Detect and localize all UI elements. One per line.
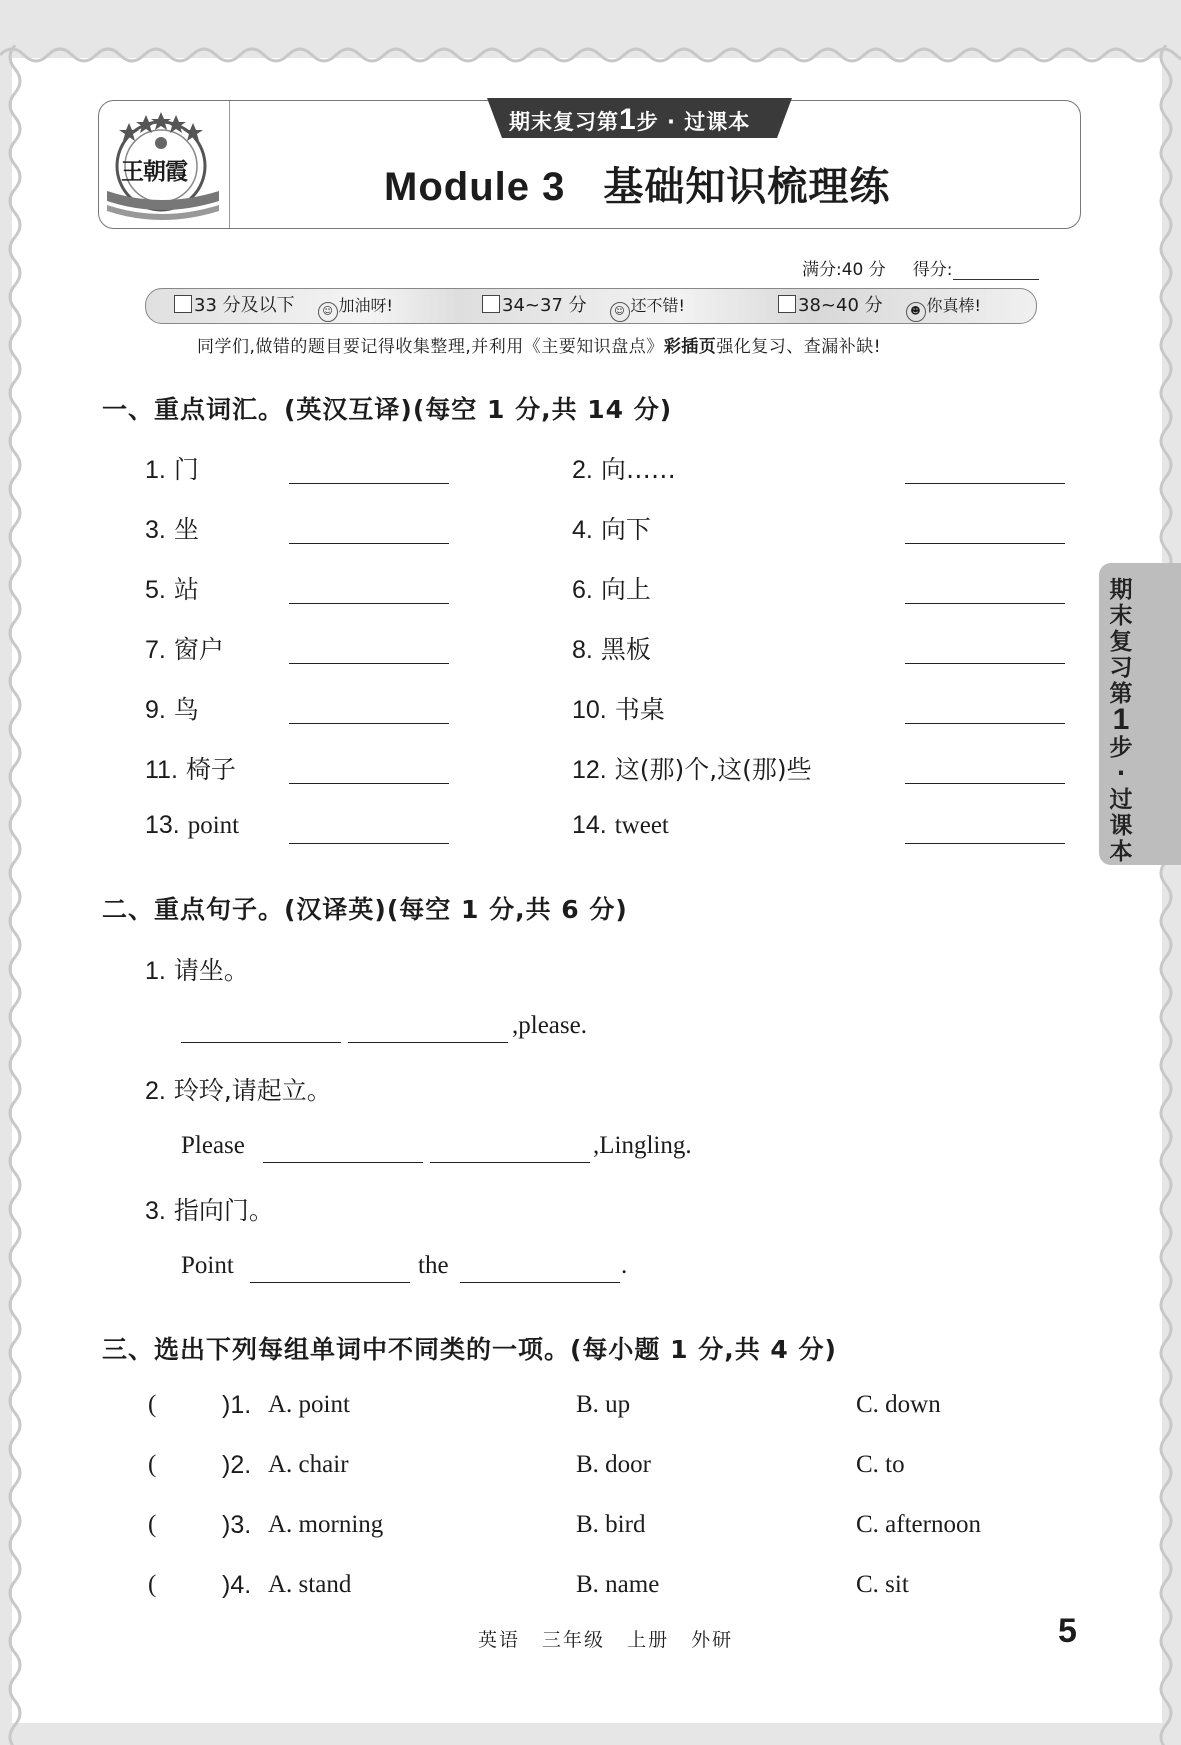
item-prompt: 椅子	[185, 755, 236, 784]
item-prompt: 黑板	[600, 635, 651, 664]
answer-blank[interactable]	[263, 1162, 423, 1163]
answer-blank[interactable]	[289, 663, 449, 664]
vocab-item	[572, 510, 651, 546]
vocab-item	[145, 570, 199, 606]
item-number: 12.	[572, 756, 607, 784]
item-number: 5.	[145, 576, 166, 604]
sentence-3-tail: .	[621, 1252, 628, 1279]
item-prompt: 向……	[600, 455, 676, 484]
vocab-item	[145, 450, 199, 486]
item-number: 11.	[145, 756, 178, 784]
item-prompt: 这(那)个,这(那)些	[614, 755, 812, 784]
answer-bracket[interactable]: (	[148, 1511, 157, 1538]
happy-face-icon: ☻	[906, 302, 926, 322]
item-prompt: 书桌	[614, 695, 665, 724]
answer-blank[interactable]	[905, 843, 1065, 844]
got-score-label: 得分:	[912, 260, 953, 280]
item-number: 13.	[145, 811, 180, 839]
item-number: 2.	[572, 456, 593, 484]
answer-blank[interactable]	[905, 483, 1065, 484]
vocab-item	[572, 750, 812, 786]
level-1: 33 分及以下 ☺ 加油呀!	[174, 293, 393, 322]
vocab-item	[145, 750, 236, 786]
answer-bracket[interactable]: (	[148, 1391, 157, 1418]
item-number: 10.	[572, 696, 607, 724]
item-prompt: tweet	[614, 812, 669, 839]
option-b: B. bird	[576, 1511, 646, 1538]
wavy-border-left	[0, 45, 30, 1745]
question-number: )4.	[222, 1571, 252, 1599]
answer-blank[interactable]	[250, 1282, 410, 1283]
item-prompt: 向上	[600, 575, 651, 604]
page-title: Module 3 基础知识梳理练	[384, 164, 891, 210]
sentence-3-prompt: 3. 指向门。	[145, 1196, 274, 1225]
answer-blank[interactable]	[905, 723, 1065, 724]
item-prompt: 向下	[600, 515, 651, 544]
logo-text: 王朝霞	[121, 158, 187, 185]
footer-text: 英语 三年级 上册 外研	[478, 1629, 734, 1651]
item-prompt: 坐	[173, 515, 199, 544]
wavy-border-top	[0, 35, 1181, 75]
page-number: 5	[1058, 1612, 1077, 1650]
sentence-1-prompt: 1. 请坐。	[145, 956, 249, 985]
answer-blank[interactable]	[181, 1042, 341, 1043]
checkbox-icon[interactable]	[482, 295, 500, 313]
answer-blank[interactable]	[905, 543, 1065, 544]
vocab-item	[145, 810, 239, 840]
cheer-face-icon: ☺	[318, 302, 338, 322]
answer-bracket[interactable]: (	[148, 1451, 157, 1478]
full-score-label: 满分:40 分	[802, 260, 886, 280]
item-number: 7.	[145, 636, 166, 664]
answer-blank[interactable]	[905, 663, 1065, 664]
item-prompt: 门	[173, 455, 199, 484]
item-number: 9.	[145, 696, 166, 724]
side-tab-text: 期末复习第1步·过课本	[1109, 577, 1133, 865]
item-prompt: 窗户	[173, 635, 224, 664]
vocab-item	[572, 570, 651, 606]
item-prompt: 鸟	[173, 695, 199, 724]
item-number: 14.	[572, 811, 607, 839]
section-1-title: 一、重点词汇。(英汉互译)(每空 1 分,共 14 分)	[102, 395, 673, 424]
answer-blank[interactable]	[289, 543, 449, 544]
option-b: B. door	[576, 1451, 651, 1478]
sentence-2-tail: ,Lingling.	[593, 1132, 692, 1159]
answer-blank[interactable]	[289, 603, 449, 604]
option-a: A. stand	[268, 1571, 352, 1598]
option-c: C. down	[856, 1391, 941, 1418]
question-number: )3.	[222, 1511, 252, 1539]
item-number: 8.	[572, 636, 593, 664]
vocab-item	[145, 690, 199, 726]
study-tip: 同学们,做错的题目要记得收集整理,并利用《主要知识盘点》彩插页强化复习、查漏补缺!	[197, 337, 882, 357]
sentence-3-mid: the	[418, 1252, 449, 1279]
answer-blank[interactable]	[905, 603, 1065, 604]
answer-blank[interactable]	[460, 1282, 620, 1283]
level-2: 34~37 分 ☺ 还不错!	[482, 293, 685, 322]
item-number: 4.	[572, 516, 593, 544]
option-a: A. point	[268, 1391, 350, 1418]
wavy-border-right	[1151, 45, 1181, 1745]
option-a: A. chair	[268, 1451, 349, 1478]
answer-blank[interactable]	[430, 1162, 590, 1163]
score-line	[802, 255, 1039, 280]
answer-blank[interactable]	[905, 783, 1065, 784]
question-number: )1.	[222, 1391, 252, 1419]
answer-bracket[interactable]: (	[148, 1571, 157, 1598]
checkbox-icon[interactable]	[174, 295, 192, 313]
option-c: C. sit	[856, 1571, 909, 1598]
sentence-2-head: Please	[181, 1132, 245, 1159]
vocab-item	[145, 510, 199, 546]
vocab-item	[572, 810, 669, 840]
level-3: 38~40 分 ☻ 你真棒!	[778, 293, 981, 322]
header-box	[98, 100, 1081, 229]
sentence-1-tail: ,please.	[512, 1012, 587, 1039]
vocab-item	[572, 690, 665, 726]
answer-blank[interactable]	[289, 723, 449, 724]
option-c: C. afternoon	[856, 1511, 981, 1538]
item-number: 6.	[572, 576, 593, 604]
option-b: B. name	[576, 1571, 660, 1598]
item-prompt: point	[187, 812, 240, 839]
sentence-2-prompt: 2. 玲玲,请起立。	[145, 1076, 332, 1105]
option-c: C. to	[856, 1451, 905, 1478]
question-number: )2.	[222, 1451, 252, 1479]
score-blank[interactable]	[953, 261, 1039, 280]
sentence-3-head: Point	[181, 1252, 234, 1279]
answer-blank[interactable]	[289, 843, 449, 844]
option-a: A. morning	[268, 1511, 384, 1538]
section-2-title: 二、重点句子。(汉译英)(每空 1 分,共 6 分)	[102, 895, 628, 924]
checkbox-icon[interactable]	[778, 295, 796, 313]
answer-blank[interactable]	[289, 783, 449, 784]
item-number: 1.	[145, 456, 166, 484]
vocab-item	[572, 630, 651, 666]
score-levels-bar	[145, 288, 1037, 324]
publisher-logo	[99, 101, 230, 228]
item-number: 3.	[145, 516, 166, 544]
vocab-item	[145, 630, 224, 666]
smile-face-icon: ☺	[610, 302, 630, 322]
answer-blank[interactable]	[289, 483, 449, 484]
item-prompt: 站	[173, 575, 199, 604]
banner-text: 期末复习第1步 · 过课本	[509, 103, 751, 136]
answer-blank[interactable]	[348, 1042, 508, 1043]
section-3-title: 三、选出下列每组单词中不同类的一项。(每小题 1 分,共 4 分)	[102, 1335, 837, 1364]
option-b: B. up	[576, 1391, 631, 1418]
vocab-item	[572, 450, 676, 486]
